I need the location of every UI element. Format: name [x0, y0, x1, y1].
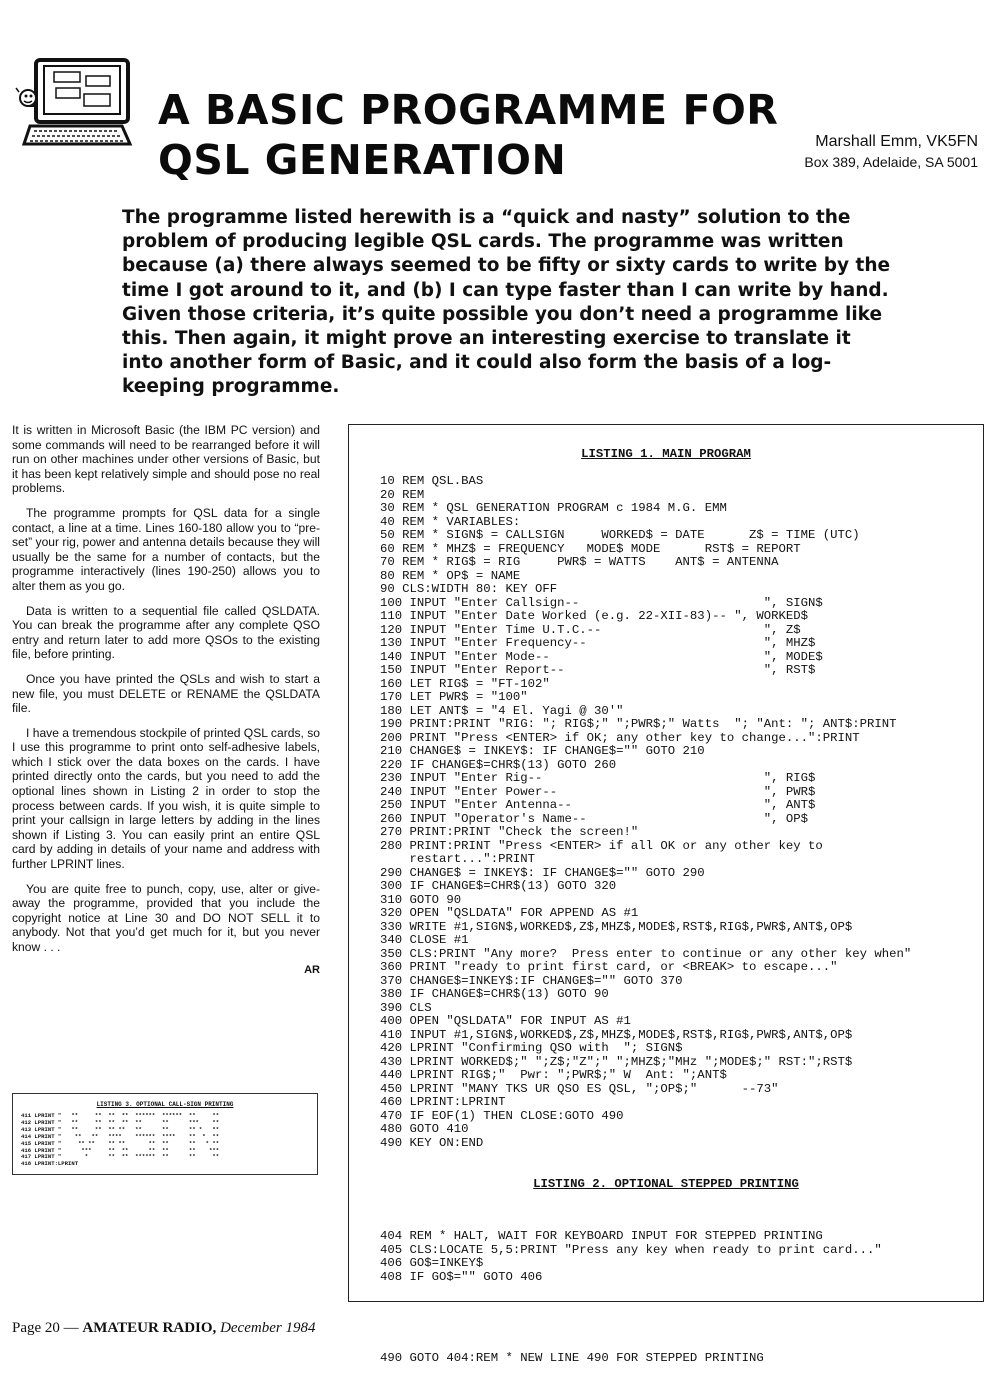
listing1-line: 110 INPUT "Enter Date Worked (e.g. 22-XII-83)-- ", WORKED$	[380, 609, 809, 623]
listing1-line: 410 INPUT #1,SIGN$,WORKED$,Z$,MHZ$,MODE$,RST$,RIG$,PWR$,ANT$,OP$	[380, 1027, 853, 1042]
listing3-box	[12, 1093, 318, 1175]
listing1-line: 250 INPUT "Enter Antenna-- ", ANT$	[380, 798, 816, 812]
listing2-code	[380, 1203, 882, 1392]
listing3-line: 418 LPRINT:LPRINT	[21, 1160, 79, 1168]
listing1-line: 180 LET ANT$ = "4 El. Yagi @ 30'"	[380, 703, 624, 718]
computer-logo-icon	[14, 56, 134, 152]
end-mark: AR	[304, 963, 320, 976]
listing1-line: 370 CHANGE$=INKEY$:IF CHANGE$="" GOTO 370	[380, 973, 683, 988]
listing3-line: 415 LPRINT " ** ** ** ** ** ** ** * **	[21, 1139, 220, 1147]
listing1-line: 100 INPUT "Enter Callsign-- ", SIGN$	[380, 595, 823, 610]
body-paragraph: Once you have printed the QSLs and wish to start a new file, you must DELETE or RENAME the QSLDATA file.	[12, 671, 320, 716]
listing2-last-line: 490 GOTO 404:REM * NEW LINE 490 FOR STEPPED PRINTING	[380, 1350, 764, 1365]
listing1-line: 60 REM * MHZ$ = FREQUENCY MODE$ MODE RST$ = REPORT	[380, 541, 801, 556]
body-paragraph: You are quite free to punch, copy, use, alter or give-away the programme, provided that you include the copyright notice at Line 30 and DO NOT SELL it to anybody. Not that you’d get much for it, but you never know . . .	[12, 881, 320, 954]
listing1-line: 210 CHANGE$ = INKEY$: IF CHANGE$="" GOTO 210	[380, 744, 705, 758]
listing1-line: 330 WRITE #1,SIGN$,WORKED$,Z$,MHZ$,MODE$,RST$,RIG$,PWR$,ANT$,OP$	[380, 919, 853, 934]
listing2-line: 408 IF GO$="" GOTO 406	[380, 1269, 543, 1284]
body-paragraph: The programme prompts for QSL data for a single contact, a line at a time. Lines 160-180 allow you to “pre-set” your rig, power and antenna details because they will usually be the same for a number of contacts, but the programme interactively (lines 190-250) allows you to alter them as you go.	[12, 505, 320, 593]
listing1-line: 140 INPUT "Enter Mode-- ", MODE$	[380, 649, 823, 664]
listing1-line: 30 REM * QSL GENERATION PROGRAM c 1984 M.G. EMM	[380, 501, 727, 515]
listing1-line: 430 LPRINT WORKED$;" ";Z$;"Z";" ";MHZ$;"MHz ";MODE$;" RST:";RST$	[380, 1054, 853, 1069]
listing1-line: 470 IF EOF(1) THEN CLOSE:GOTO 490	[380, 1108, 624, 1123]
listing1-line: 40 REM * VARIABLES:	[380, 514, 521, 529]
listing2-line: 404 REM * HALT, WAIT FOR KEYBOARD INPUT FOR STEPPED PRINTING	[380, 1229, 823, 1243]
footer-publication: AMATEUR RADIO,	[82, 1320, 217, 1336]
listing1-line: 70 REM * RIG$ = RIG PWR$ = WATTS ANT$ = ANTENNA	[380, 555, 779, 569]
listing2-title: LISTING 2. OPTIONAL STEPPED PRINTING	[533, 1177, 799, 1191]
listing1-line: 260 INPUT "Operator's Name-- ", OP$	[380, 811, 809, 826]
intro-text: The programme listed herewith is a “quick and nasty” solution to the problem of producing legible QSL cards. The programme was written because (a) there always seemed to be fifty or sixty cards to write by the time I got around to it, and (b) I can type faster than I can write by hand. Given those criteria, it’s quite possible you don’t need a programme like this. Then again, it might prove an interesting exercise to translate it into another form of Basic, and it could also form the basis of a log-keeping programme.	[122, 207, 891, 398]
listing1-line: 190 PRINT:PRINT "RIG: "; RIG$;" ";PWR$;" Watts "; "Ant: "; ANT$:PRINT	[380, 717, 897, 731]
listing3-line: 412 LPRINT " ** ** ** ** ** ** *** **	[21, 1118, 220, 1126]
listing1-line: 490 KEY ON:END	[380, 1135, 484, 1150]
listing1-line: 310 GOTO 90	[380, 892, 462, 907]
intro-paragraph	[122, 206, 892, 400]
listing1-line: 300 IF CHANGE$=CHR$(13) GOTO 320	[380, 879, 617, 893]
listing1-line: 340 CLOSE #1	[380, 933, 469, 947]
listing1-line: 160 LET RIG$ = "FT-102"	[380, 676, 550, 691]
listing1-line: 200 PRINT "Press <ENTER> if OK; any other key to change...":PRINT	[380, 730, 860, 745]
listing1-line: 420 LPRINT "Confirming QSO with "; SIGN$	[380, 1041, 683, 1055]
listing1-line: 360 PRINT "ready to print first card, or <BREAK> to escape..."	[380, 960, 838, 974]
footer-page: Page 20 —	[12, 1320, 83, 1336]
page-footer	[12, 1320, 315, 1337]
listing2-line: 406 GO$=INKEY$	[380, 1256, 484, 1270]
listing1-line: 50 REM * SIGN$ = CALLSIGN WORKED$ = DATE Z$ = TIME (UTC)	[380, 528, 860, 542]
listing1-line: restart...":PRINT	[380, 852, 535, 866]
listing1-line: 120 INPUT "Enter Time U.T.C.-- ", Z$	[380, 622, 801, 637]
footer-date: December 1984	[220, 1320, 316, 1336]
listing1-line: 270 PRINT:PRINT "Check the screen!"	[380, 825, 639, 839]
listing1-line: 400 OPEN "QSLDATA" FOR INPUT AS #1	[380, 1014, 631, 1028]
listing1-line: 20 REM	[380, 487, 425, 502]
listing1-line: 380 IF CHANGE$=CHR$(13) GOTO 90	[380, 987, 609, 1001]
listing3-line: 417 LPRINT " * ** ** ****** ** ** **	[21, 1153, 220, 1161]
listing1-line: 130 INPUT "Enter Frequency-- ", MHZ$	[380, 636, 816, 650]
listing3-title: LISTING 3. OPTIONAL CALL-SIGN PRINTING	[96, 1101, 234, 1108]
listing1-line: 10 REM QSL.BAS	[380, 474, 484, 488]
listing3-line: 416 LPRINT " *** ** ** ** ** ** ***	[21, 1146, 220, 1154]
listing1-line: 90 CLS:WIDTH 80: KEY OFF	[380, 582, 558, 596]
listing1-line: 230 INPUT "Enter Rig-- ", RIG$	[380, 771, 816, 785]
listing1-line: 440 LPRINT RIG$;" Pwr: ";PWR$;" W Ant: ";ANT$	[380, 1068, 727, 1082]
listing1-line: 170 LET PWR$ = "100"	[380, 690, 528, 704]
body-paragraph: Data is written to a sequential file called QSLDATA. You can break the programme after any complete QSO entry and return later to add more QSOs to the existing file, before printing.	[12, 603, 320, 662]
listing3-code	[21, 1113, 219, 1168]
listing3-line: 414 LPRINT " ** ** **** ****** **** ** * **	[21, 1132, 220, 1140]
listing3-line: 411 LPRINT " ** ** ** ** ****** ****** ** **	[21, 1112, 220, 1119]
body-paragraph: It is written in Microsoft Basic (the IBM PC version) and some commands will need to be rearranged before it will run on other machines under other versions of Basic, but it has been kept relatively simple and should pose no real problems.	[12, 423, 320, 496]
listing2-lines	[380, 1230, 882, 1284]
article-body	[12, 423, 320, 977]
listing1-line: 220 IF CHANGE$=CHR$(13) GOTO 260	[380, 757, 617, 772]
listing1-line: 460 LPRINT:LPRINT	[380, 1095, 506, 1109]
listing1-line: 280 PRINT:PRINT "Press <ENTER> if all OK or any other key to	[380, 838, 823, 853]
listing1-line: 450 LPRINT "MANY TKS UR QSO ES QSL, ";OP$;" --73"	[380, 1081, 779, 1096]
listing1-line: 150 INPUT "Enter Report-- ", RST$	[380, 663, 816, 677]
author-name: Marshall Emm, VK5FN	[815, 133, 978, 150]
author-block	[804, 132, 978, 172]
listing1-line: 290 CHANGE$ = INKEY$: IF CHANGE$="" GOTO 290	[380, 865, 705, 880]
body-paragraph: I have a tremendous stockpile of printed QSL cards, so I use this programme to print onto self-adhesive labels, which I stick over the data boxes on the cards. I have printed directly onto the cards, but you need to add the optional lines shown in Listing 2 in order to stop the process between cards. If you wish, it is quite simple to print your callsign in large letters by adding in the lines shown if Listing 3. You can easily print an entire QSL card by adding in details of your name and address with further LPRINT lines.	[12, 725, 320, 872]
listing-box	[348, 424, 984, 1365]
listing1-line: 350 CLS:PRINT "Any more? Press enter to continue or any other key when"	[380, 946, 912, 961]
listing1-title: LISTING 1. MAIN PROGRAM	[581, 447, 751, 461]
author-address: Box 389, Adelaide, SA 5001	[804, 154, 978, 170]
listing1-line: 390 CLS	[380, 1000, 432, 1015]
listing1-line: 320 OPEN "QSLDATA" FOR APPEND AS #1	[380, 906, 639, 920]
article-title: A BASIC PROGRAMME FOR QSL GENERATION	[158, 86, 779, 185]
listing1-line: 80 REM * OP$ = NAME	[380, 568, 521, 583]
listing3-line: 413 LPRINT " ** ** ** ** ** ** ** * **	[21, 1125, 220, 1133]
listing1-code	[380, 475, 911, 1150]
listing1-line: 240 INPUT "Enter Power-- ", PWR$	[380, 784, 816, 799]
listing2-line: 405 CLS:LOCATE 5,5:PRINT "Press any key when ready to print card..."	[380, 1242, 882, 1257]
listing1-line: 480 GOTO 410	[380, 1122, 469, 1136]
